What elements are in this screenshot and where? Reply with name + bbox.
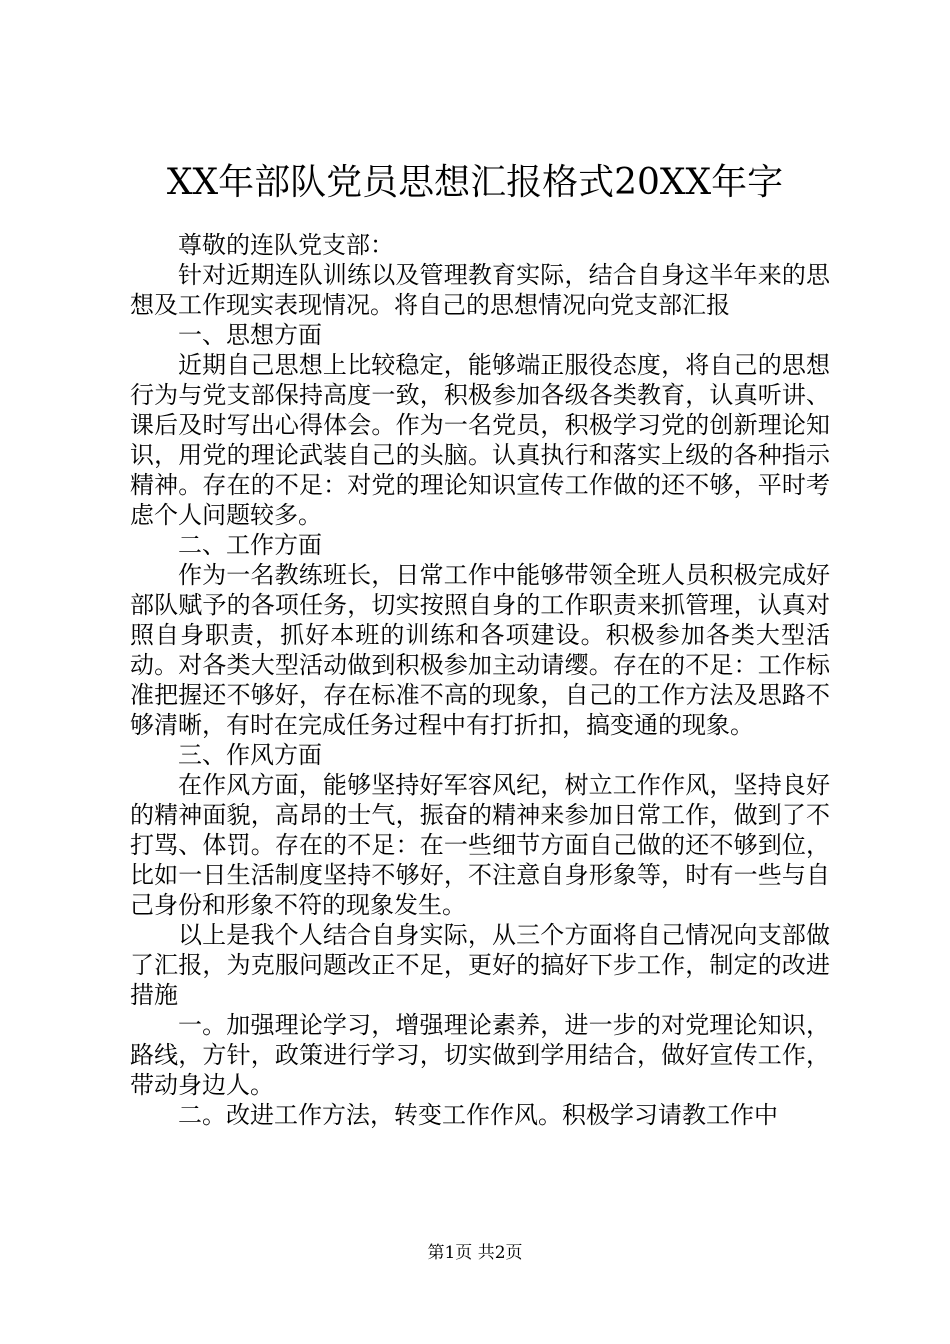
page-footer: 第1页 共2页 (427, 1243, 523, 1263)
document-title: XX年部队党员思想汇报格式20XX年字 (166, 162, 784, 203)
section-heading-style: 三、作风方面 (178, 741, 322, 769)
section-heading-thought: 一、思想方面 (178, 321, 322, 349)
section-heading-work: 二、工作方面 (178, 531, 322, 559)
salutation: 尊敬的连队党支部： (178, 231, 394, 259)
intro-paragraph: 针对近期连队训练以及管理教育实际，结合自身这半年来的思想及工作现实表现情况。将自己的思想情况向党支部汇报 (130, 261, 830, 319)
paragraph-thought: 近期自己思想上比较稳定，能够端正服役态度，将自己的思想行为与党支部保持高度一致，积极参加各级各类教育，认真听讲、课后及时写出心得体会。作为一名党员，积极学习党的创新理论知识，用党的理论武装自己的头脑。认真执行和落实上级的各种指示精神。存在的不足：对党的理论知识宣传工作做的还不够，平时考虑个人问题较多。 (130, 351, 830, 529)
measure-two-paragraph: 二。改进工作方法，转变工作作风。积极学习请教工作中 (178, 1101, 778, 1129)
document-body (130, 230, 830, 1130)
measure-one-paragraph: 一。加强理论学习，增强理论素养，进一步的对党理论知识，路线，方针，政策进行学习，切实做到学用结合，做好宣传工作，带动身边人。 (130, 1011, 830, 1099)
paragraph-work: 作为一名教练班长，日常工作中能够带领全班人员积极完成好部队赋予的各项任务，切实按照自身的工作职责来抓管理，认真对照自身职责，抓好本班的训练和各项建设。积极参加各类大型活动。对各类大型活动做到积极参加主动请缨。存在的不足：工作标准把握还不够好，存在标准不高的现象，自己的工作方法及思路不够清晰，有时在完成任务过程中有打折扣，搞变通的现象。 (130, 561, 830, 739)
paragraph-style: 在作风方面，能够坚持好军容风纪，树立工作作风，坚持良好的精神面貌，高昂的士气，振奋的精神来参加日常工作，做到了不打骂、体罚。存在的不足：在一些细节方面自己做的还不够到位，比如一日生活制度坚持不够好，不注意自身形象等，时有一些与自己身份和形象不符的现象发生。 (130, 771, 830, 919)
summary-paragraph: 以上是我个人结合自身实际，从三个方面将自己情况向支部做了汇报，为克服问题改正不足，更好的搞好下步工作，制定的改进措施 (130, 921, 830, 1009)
